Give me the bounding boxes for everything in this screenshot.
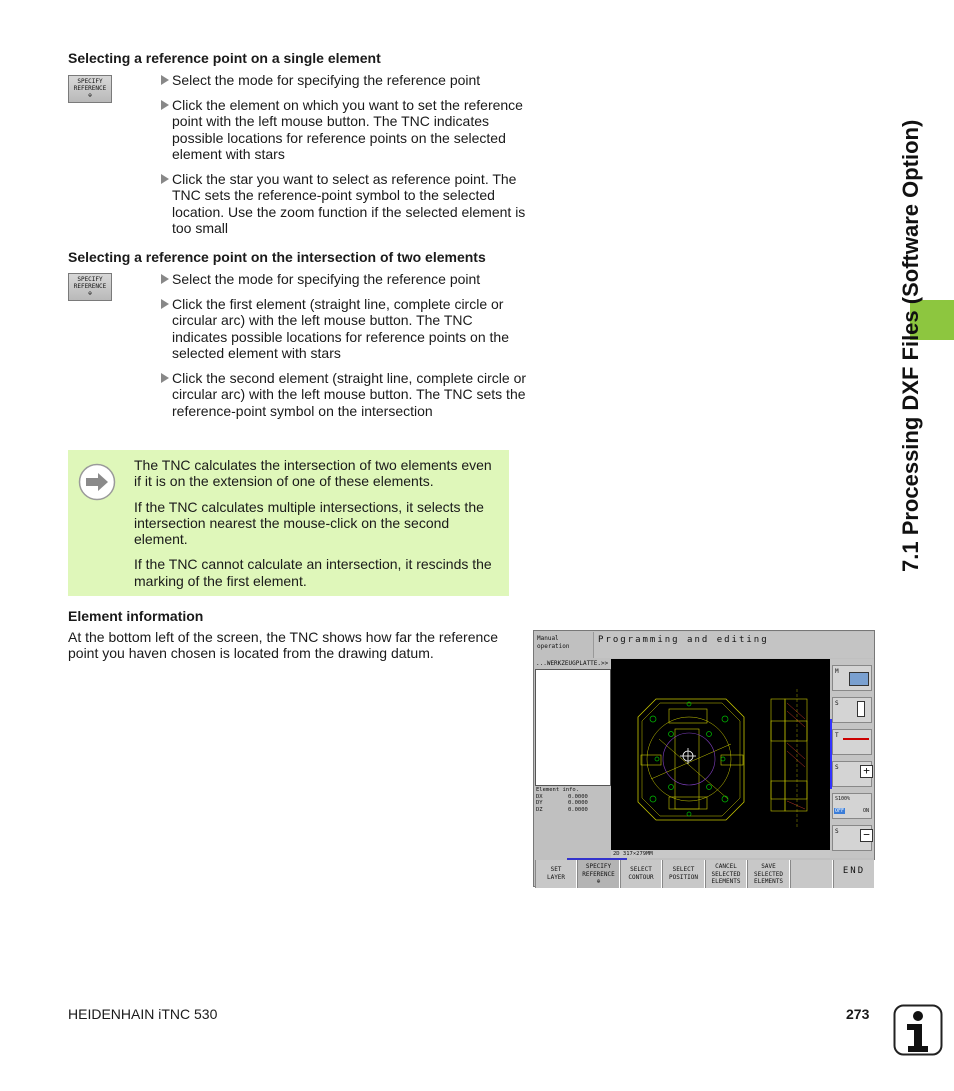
softkey-line: END bbox=[842, 866, 866, 876]
specify-reference-softkey bbox=[68, 273, 112, 301]
softkey-line: SET bbox=[550, 866, 562, 873]
note-paragraph: If the TNC calculates multiple intersections, it selects the intersection nearest the mouse-click on the second element. bbox=[134, 498, 484, 548]
select-contour-softkey[interactable] bbox=[620, 860, 662, 888]
info-value: 0.0000 bbox=[568, 800, 588, 806]
softkey-line: SPECIFY bbox=[77, 78, 103, 85]
page-number: 273 bbox=[846, 1006, 870, 1022]
file-path: ...WERKZEUGPLATTE.>> bbox=[536, 660, 609, 667]
softkey-line: ELEMENTS bbox=[754, 878, 783, 885]
specify-reference-softkey[interactable] bbox=[577, 860, 620, 888]
step-text: Click the element on which you want to set the reference point with the left mouse button. The TNC indicates possible locations for reference points on the selected element with stars bbox=[172, 97, 523, 162]
info-label: DX bbox=[536, 793, 543, 800]
triangle-bullet-icon bbox=[161, 100, 169, 110]
softkey-line: SPECIFY bbox=[77, 276, 103, 283]
right-toolbar bbox=[830, 659, 874, 858]
info-icon bbox=[893, 1004, 943, 1056]
info-label: DY bbox=[536, 800, 543, 806]
info-value: 0.0000 bbox=[568, 806, 588, 813]
status-bar: 2D 317×279MM bbox=[611, 850, 830, 858]
layer-list[interactable] bbox=[535, 669, 611, 786]
step-text: Select the mode for specifying the reference point bbox=[172, 271, 481, 287]
m-key[interactable] bbox=[832, 665, 872, 691]
key-label: S bbox=[835, 700, 839, 707]
key-label: S100% bbox=[835, 796, 851, 802]
info-row bbox=[536, 807, 610, 814]
footer-left: HEIDENHAIN iTNC 530 bbox=[68, 1006, 218, 1022]
note-text bbox=[134, 457, 502, 598]
section-heading-element-info: Element information bbox=[68, 608, 204, 624]
minus-icon: − bbox=[860, 829, 873, 842]
key-label: T bbox=[835, 732, 839, 739]
cancel-selected-softkey[interactable] bbox=[705, 860, 747, 888]
softkey-line: SELECTED bbox=[711, 870, 741, 878]
mode-line: Manual bbox=[537, 635, 559, 642]
element-info-paragraph: At the bottom left of the screen, the TNC shows how far the reference point you haven chosen is located from the drawing datum. bbox=[68, 629, 499, 662]
triangle-bullet-icon bbox=[161, 274, 169, 284]
save-selected-softkey[interactable] bbox=[747, 860, 790, 888]
drawing-canvas[interactable] bbox=[611, 659, 830, 850]
crosshair-icon: ⊕ bbox=[88, 92, 92, 99]
step-item bbox=[158, 72, 527, 88]
softkey-line: SELECT bbox=[630, 866, 652, 873]
spindle-icon bbox=[857, 701, 865, 717]
softkey-bar bbox=[535, 860, 875, 888]
element-info-title: Element info. bbox=[536, 787, 580, 793]
plus-icon: + bbox=[860, 765, 873, 778]
step-item bbox=[158, 271, 527, 287]
info-value: 0.0000 bbox=[568, 793, 588, 800]
triangle-bullet-icon bbox=[161, 75, 169, 85]
machine-icon bbox=[849, 672, 869, 686]
empty-softkey[interactable] bbox=[790, 860, 833, 888]
step-text: Click the second element (straight line, complete circle or circular arc) with the left mouse button. The TNC sets the reference-point symbol on the intersection bbox=[172, 370, 527, 419]
zoom-in-key[interactable] bbox=[832, 761, 872, 787]
note-box bbox=[68, 450, 509, 596]
triangle-bullet-icon bbox=[161, 373, 169, 383]
screen-header: Programming and editing bbox=[593, 632, 874, 658]
key-label: M bbox=[835, 668, 839, 675]
triangle-bullet-icon bbox=[161, 299, 169, 309]
softkey-line: REFERENCE bbox=[73, 85, 107, 92]
section-heading-intersection: Selecting a reference point on the intersection of two elements bbox=[68, 249, 486, 265]
triangle-bullet-icon bbox=[161, 174, 169, 184]
note-paragraph: If the TNC cannot calculate an intersection, it rescinds the marking of the first element. bbox=[134, 556, 492, 589]
arrow-right-icon bbox=[78, 463, 116, 501]
step-text: Click the first element (straight line, complete circle or circular arc) with the left mouse button. The TNC indicates possible locations for reference points on the selected element with stars bbox=[172, 296, 509, 361]
s-key[interactable] bbox=[832, 697, 872, 723]
t-key[interactable] bbox=[832, 729, 872, 755]
softkey-line: SPECIFY bbox=[585, 863, 612, 870]
info-label: DZ bbox=[536, 806, 543, 813]
select-position-softkey[interactable] bbox=[662, 860, 705, 888]
end-softkey[interactable] bbox=[833, 860, 875, 888]
softkey-line: SELECTED bbox=[754, 870, 783, 878]
key-label: S bbox=[835, 764, 839, 771]
zoom-out-key[interactable] bbox=[832, 825, 872, 851]
key-label: S bbox=[835, 828, 839, 835]
softkey-line: CONTOUR bbox=[628, 873, 654, 881]
section-heading-single-element: Selecting a reference point on a single element bbox=[68, 50, 381, 66]
on-label: ON bbox=[863, 808, 870, 814]
step-item bbox=[158, 97, 527, 162]
crosshair-icon: ⊕ bbox=[596, 878, 601, 885]
off-label: OFF bbox=[835, 808, 845, 814]
step-item bbox=[158, 171, 527, 236]
softkey-line: REFERENCE bbox=[582, 870, 615, 878]
dxf-drawing bbox=[611, 659, 830, 850]
softkey-line: POSITION bbox=[669, 873, 698, 881]
softkey-line: SAVE bbox=[761, 863, 776, 870]
softkey-line: REFERENCE bbox=[73, 283, 107, 290]
element-info-panel bbox=[536, 787, 610, 813]
step-item bbox=[158, 370, 527, 419]
softkey-line: SELECT bbox=[672, 866, 695, 873]
s100-key[interactable] bbox=[832, 793, 872, 819]
tool-icon bbox=[843, 738, 869, 740]
note-paragraph: The TNC calculates the intersection of two elements even if it is on the extension of one of these elements. bbox=[134, 457, 492, 490]
softkey-line: LAYER bbox=[546, 873, 566, 881]
mode-line: operation bbox=[537, 643, 570, 650]
step-text: Click the star you want to select as reference point. The TNC sets the reference-point symbol to the selected location. Use the zoom function if the selected element is too small bbox=[172, 171, 526, 236]
tnc-screen bbox=[533, 630, 875, 887]
step-text: Select the mode for specifying the reference point bbox=[172, 72, 481, 88]
chapter-title: 7.1 Processing DXF Files (Software Option) bbox=[898, 119, 923, 572]
set-layer-softkey[interactable] bbox=[535, 860, 577, 888]
softkey-line: ELEMENTS bbox=[711, 878, 741, 885]
specify-reference-softkey bbox=[68, 75, 112, 103]
crosshair-icon: ⊕ bbox=[88, 290, 92, 297]
softkey-line: CANCEL bbox=[715, 863, 737, 870]
mode-label bbox=[535, 632, 592, 658]
crosshair-icon bbox=[680, 748, 696, 764]
step-item bbox=[158, 296, 527, 361]
